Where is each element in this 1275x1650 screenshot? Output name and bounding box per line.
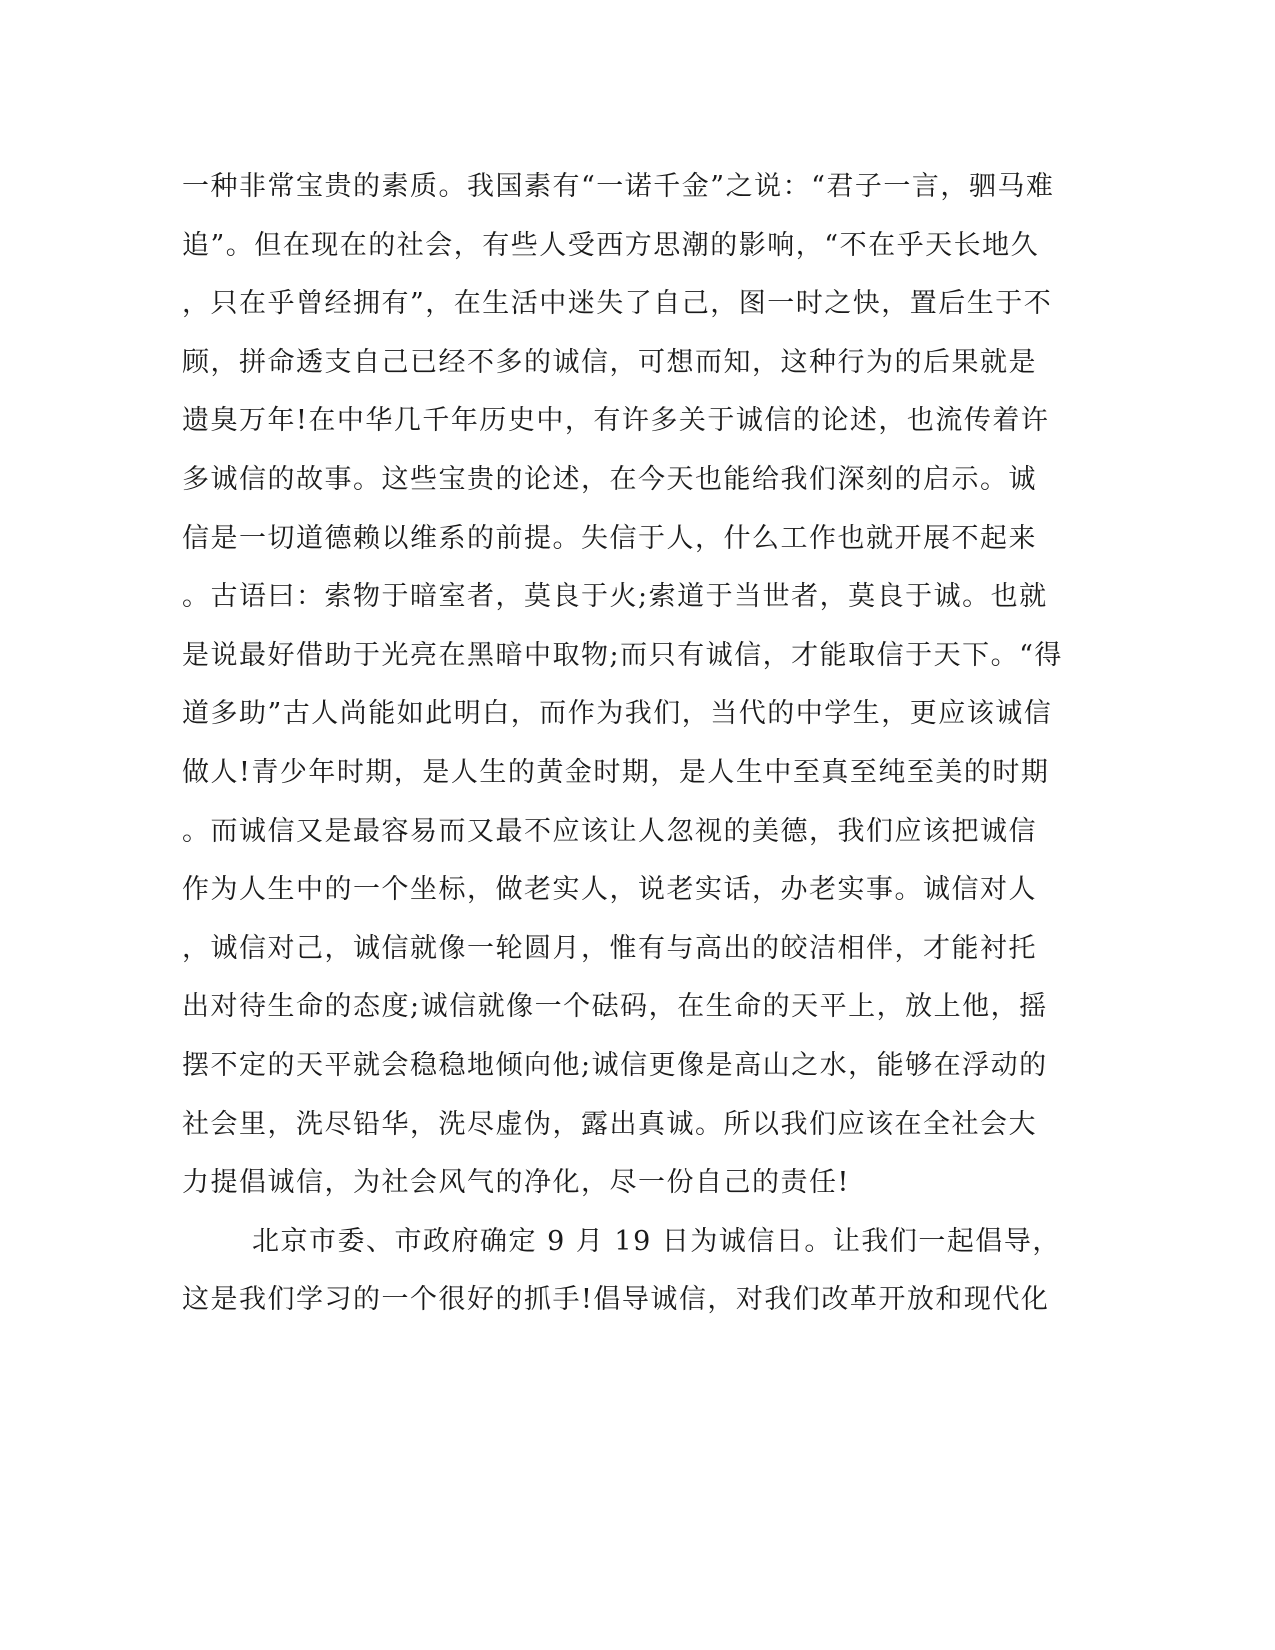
- text-line: 多诚信的故事。这些宝贵的论述，在今天也能给我们深刻的启示。诚: [182, 463, 1037, 495]
- text-line: 是说最好借助于光亮在黑暗中取物;而只有诚信，才能取信于天下。“得: [182, 639, 1063, 671]
- text-line: 做人!青少年时期，是人生的黄金时期，是人生中至真至纯至美的时期: [182, 756, 1050, 788]
- text-line: 作为人生中的一个坐标，做老实人，说老实话，办老实事。诚信对人: [182, 874, 1037, 906]
- text-line: ，只在乎曾经拥有”，在生活中迷失了自己，图一时之快，置后生于不: [182, 288, 1053, 320]
- paragraph-start-line: 北京市委、市政府确定 9 月 19 日为诚信日。让我们一起倡导，: [252, 1225, 1061, 1257]
- text-line: ，诚信对己，诚信就像一轮圆月，惟有与高出的皎洁相伴，才能衬托: [182, 932, 1037, 964]
- text-line: 。而诚信又是最容易而又最不应该让人忽视的美德，我们应该把诚信: [182, 815, 1037, 847]
- text-line: 。古语曰：索物于暗室者，莫良于火;索道于当世者，莫良于诚。也就: [182, 581, 1048, 613]
- text-line: 社会里，洗尽铅华，洗尽虚伪，露出真诚。所以我们应该在全社会大: [182, 1108, 1037, 1140]
- text-line: 力提倡诚信，为社会风气的净化，尽一份自己的责任!: [182, 1167, 850, 1199]
- text-line: 一种非常宝贵的素质。我国素有“一诺千金”之说：“君子一言，驷马难: [182, 171, 1055, 202]
- body-text: [182, 158, 1063, 1330]
- text-line: 追”。但在现在的社会，有些人受西方思潮的影响，“不在乎天长地久: [182, 229, 1040, 261]
- text-line: 遗臭万年!在中华几千年历史中，有许多关于诚信的论述，也流传着许: [182, 405, 1050, 437]
- text-line: 道多助”古人尚能如此明白，而作为我们，当代的中学生，更应该诚信: [182, 698, 1053, 730]
- text-line: 顾，拼命透支自己已经不多的诚信，可想而知，这种行为的后果就是: [182, 346, 1037, 378]
- text-line: 出对待生命的态度;诚信就像一个砝码，在生命的天平上，放上他，摇: [182, 991, 1048, 1023]
- text-line: 这是我们学习的一个很好的抓手!倡导诚信，对我们改革开放和现代化: [182, 1284, 1050, 1316]
- text-line: 摆不定的天平就会稳稳地倾向他;诚信更像是高山之水，能够在浮动的: [182, 1049, 1048, 1081]
- text-line: 信是一切道德赖以维系的前提。失信于人，什么工作也就开展不起来: [182, 522, 1037, 554]
